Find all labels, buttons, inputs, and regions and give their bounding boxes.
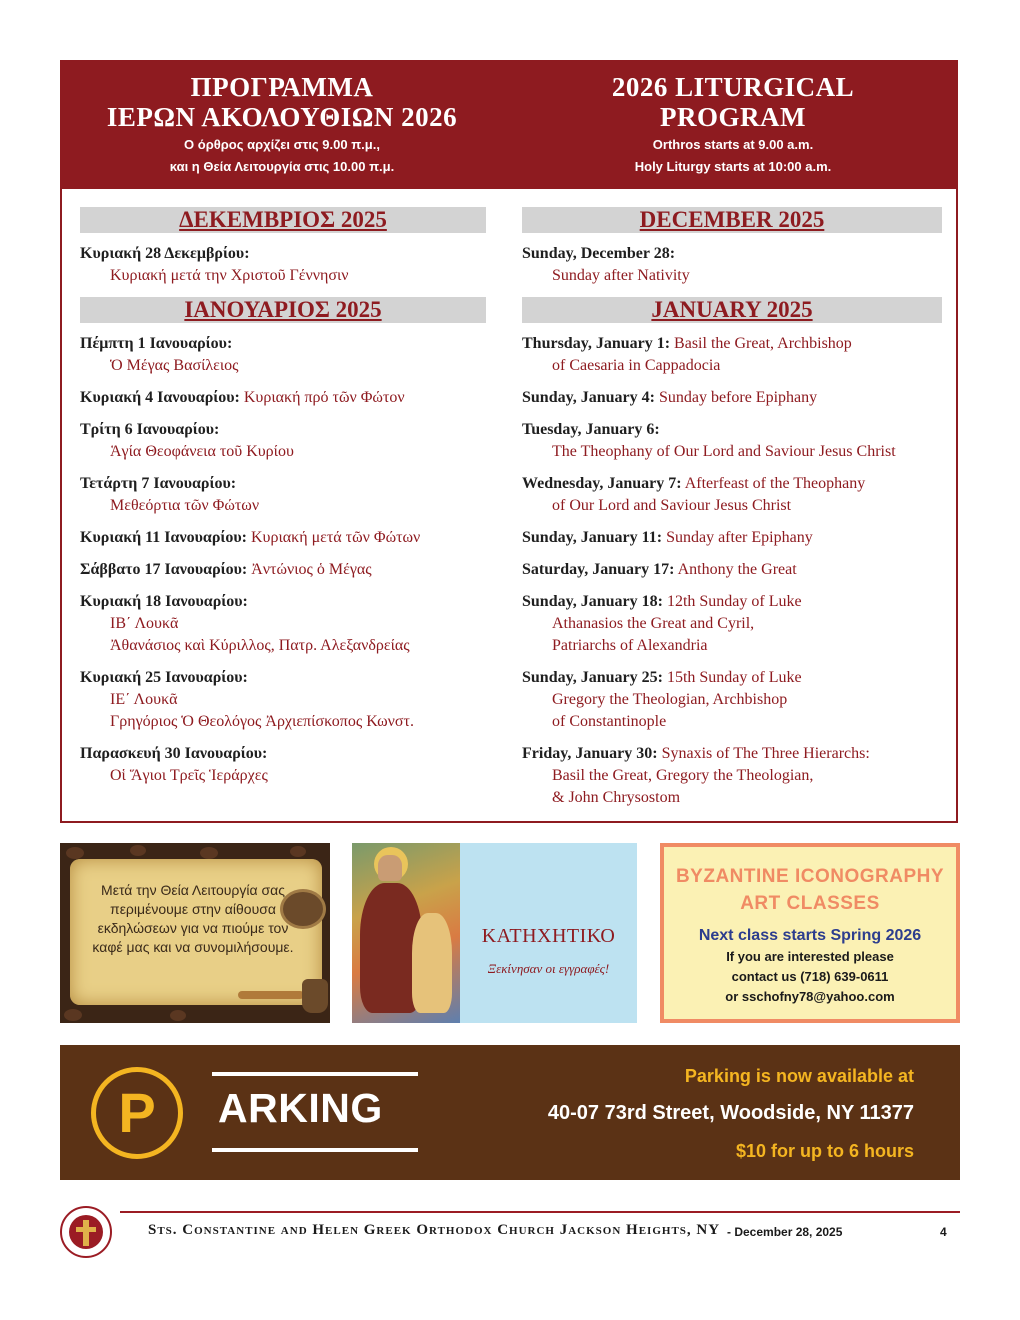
schedule-entry <box>522 473 942 517</box>
schedule-entry <box>80 743 486 787</box>
entry-feast-line: Athanasios the Great and Cyril, <box>552 615 755 632</box>
entry-feast-line: Sunday after Nativity <box>552 267 690 284</box>
entry-date: Κυριακή 25 Ιανουαρίου: <box>80 669 248 686</box>
entry-feast: 12th Sunday of Luke <box>666 593 802 610</box>
schedule-banner <box>62 62 956 189</box>
entry-feast-line: Patriarchs of Alexandria <box>552 637 708 654</box>
english-month-january: JANUARY 2025 <box>522 297 942 323</box>
schedule-entry <box>522 333 942 377</box>
coffee-pot-icon <box>302 979 328 1013</box>
greek-column <box>80 207 486 797</box>
entry-date: Τρίτη 6 Ιανουαρίου: <box>80 421 220 438</box>
liturgical-schedule <box>60 60 958 823</box>
entry-feast-line: Ὁ Μέγας Βασίλειος <box>110 357 239 374</box>
greek-january-list <box>80 333 486 787</box>
cross-icon <box>83 1220 89 1246</box>
entry-feast-line: & John Chrysostom <box>552 789 681 806</box>
parking-availability: Parking is now available at <box>684 1066 914 1086</box>
entry-feast-line: Basil the Great, Gregory the Theologian, <box>552 767 814 784</box>
entry-feast-line: ΙΕ΄ Λουκᾶ <box>110 691 178 708</box>
iconography-title-line-1: BYZANTINE ICONOGRAPHY <box>675 866 945 887</box>
entry-date: Wednesday, January 7: <box>522 475 682 492</box>
schedule-entry <box>80 387 486 409</box>
english-banner <box>508 72 958 179</box>
entry-feast-line: Οἱ Ἅγιοι Τρεῖς Ἱεράρχες <box>110 767 268 784</box>
schedule-entry <box>522 559 942 581</box>
coffee-bean-icon <box>64 1009 82 1021</box>
iconography-email: or sschofny78@yahoo.com <box>725 989 895 1004</box>
parking-banner <box>60 1045 960 1180</box>
coffee-bean-icon <box>290 846 306 857</box>
entry-feast: Κυριακή μετά τῶν Φώτων <box>250 529 421 546</box>
entry-date: Thursday, January 1: <box>522 335 671 352</box>
entry-date: Sunday, January 4: <box>522 389 655 406</box>
schedule-entry <box>522 743 942 809</box>
entry-date: Κυριακή 28 Δεκεμβρίου: <box>80 245 250 262</box>
entry-feast: Basil the Great, Archbishop <box>674 335 852 352</box>
entry-date: Tuesday, January 6: <box>522 421 660 438</box>
english-liturgy-time: Holy Liturgy starts at 10:00 a.m. <box>634 159 832 174</box>
parking-top-rule <box>212 1072 418 1076</box>
parking-bottom-rule <box>212 1148 418 1152</box>
coffee-bean-icon <box>170 1010 186 1021</box>
schedule-entry <box>522 527 942 549</box>
entry-feast-line: ΙΒ΄ Λουκᾶ <box>110 615 179 632</box>
iconography-classes-box <box>660 843 960 1023</box>
greek-december-list <box>80 243 486 287</box>
schedule-entry <box>522 387 942 409</box>
iconography-next-class: Next class starts Spring 2026 <box>698 927 922 944</box>
english-column <box>522 207 942 819</box>
parking-price: $10 for up to 6 hours <box>735 1141 914 1161</box>
schedule-entry <box>80 473 486 517</box>
entry-feast-line: of Constantinople <box>552 713 667 730</box>
parking-word: ARKING <box>218 1085 383 1131</box>
english-december-list <box>522 243 942 287</box>
cross-bar-icon <box>76 1227 96 1232</box>
english-month-december: DECEMBER 2025 <box>522 207 942 233</box>
greek-title-line-2: ΙΕΡΩΝ ΑΚΟΛΟΥΘΙΩΝ 2026 <box>106 102 458 132</box>
entry-feast: 15th Sunday of Luke <box>666 669 802 686</box>
schedule-entry <box>80 667 486 733</box>
english-title-line-1: 2026 LITURGICAL <box>611 72 855 102</box>
entry-feast-line: Γρηγόριος Ὁ Θεολόγος Ἀρχιεπίσκοπος Κωνστ. <box>110 713 414 730</box>
greek-banner <box>62 72 502 179</box>
entry-feast: Sunday before Epiphany <box>658 389 818 406</box>
coffee-pot-handle-icon <box>238 991 304 999</box>
entry-feast-line: Ἀθανάσιος καὶ Κύριλλος, Πατρ. Αλεξανδρείας <box>110 637 410 654</box>
entry-feast-line: Κυριακή μετά την Χριστοῦ Γέννησιν <box>110 267 349 284</box>
greek-orthros-time: Ο όρθρος αρχίζει στις 9.00 π.μ., <box>184 137 380 152</box>
church-seal-logo <box>60 1206 112 1258</box>
parking-p-icon: P <box>91 1067 183 1159</box>
iconography-phone: contact us (718) 639-0611 <box>731 969 889 984</box>
catechism-subtitle: Ξεκίνησαν οι εγγραφές! <box>487 961 610 976</box>
entry-feast: Synaxis of The Three Hierarchs: <box>661 745 870 762</box>
entry-feast-line: Μεθεόρτια τῶν Φώτων <box>110 497 260 514</box>
parchment-scroll <box>70 859 322 1005</box>
catechism-title: ΚΑΤΗΧΗΤΙΚΟ <box>481 925 616 947</box>
iconography-title-line-2: ART CLASSES <box>740 893 880 914</box>
entry-feast: Sunday after Epiphany <box>666 529 813 546</box>
entry-feast-line: The Theophany of Our Lord and Saviour Jesus Christ <box>552 443 896 460</box>
entry-feast: Κυριακή πρό τῶν Φώτον <box>243 389 405 406</box>
entry-date: Παρασκευή 30 Ιανουαρίου: <box>80 745 268 762</box>
schedule-entry <box>80 243 486 287</box>
entry-feast-line: of Our Lord and Saviour Jesus Christ <box>552 497 792 514</box>
entry-date: Sunday, January 25: <box>522 669 663 686</box>
greek-month-december: ΔΕΚΕΜΒΡΙΟΣ 2025 <box>80 207 486 233</box>
coffee-bean-icon <box>200 847 218 859</box>
entry-date: Κυριακή 11 Ιανουαρίου: <box>80 529 247 546</box>
greek-liturgy-time: και η Θεία Λειτουργία στις 10.00 π.μ. <box>169 159 395 174</box>
entry-feast: Afterfeast of the Theophany <box>684 475 866 492</box>
christ-with-children-icon <box>352 843 460 1023</box>
english-title-line-2: PROGRAM <box>660 102 806 132</box>
coffee-cup-icon <box>280 889 326 929</box>
page-number: 4 <box>940 1225 947 1239</box>
greek-title-line-1: ΠΡΟΓΡΑΜΜΑ <box>190 72 374 102</box>
coffee-hour-box <box>60 843 330 1023</box>
footer-church-name: Sts. Constantine and Helen Greek Orthodox Church Jackson Heights, NY <box>148 1222 721 1238</box>
coffee-hour-text: Μετά την Θεία Λειτουργία σας περιμένουμε στην αίθουσα εκδηλώσεων για να πιούμε τον καφέ μας και να συνομιλήσουμε. <box>92 882 294 955</box>
english-orthros-time: Orthros starts at 9.00 a.m. <box>652 137 814 152</box>
coffee-bean-icon <box>66 847 84 859</box>
entry-feast: Ἀντώνιος ὁ Μέγας <box>251 561 372 578</box>
coffee-bean-icon <box>130 845 146 856</box>
entry-feast-line: Ἁγία Θεοφάνεια τοῦ Κυρίου <box>110 443 294 460</box>
schedule-entry <box>80 559 486 581</box>
entry-date: Κυριακή 18 Ιανουαρίου: <box>80 593 248 610</box>
entry-date: Πέμπτη 1 Ιανουαρίου: <box>80 335 233 352</box>
schedule-entry <box>522 591 942 657</box>
entry-date: Σάββατο 17 Ιανουαρίου: <box>80 561 248 578</box>
face-icon <box>378 855 402 881</box>
parking-address: 40-07 73rd Street, Woodside, NY 11377 <box>547 1102 914 1124</box>
schedule-entry <box>80 591 486 657</box>
schedule-entry <box>522 243 942 287</box>
schedule-entry <box>80 333 486 377</box>
entry-feast-line: of Caesaria in Cappadocia <box>552 357 721 374</box>
english-january-list <box>522 333 942 809</box>
entry-date: Friday, January 30: <box>522 745 658 762</box>
children-icon <box>412 913 452 1013</box>
footer-date: - December 28, 2025 <box>727 1225 843 1239</box>
entry-date: Κυριακή 4 Ιανουαρίου: <box>80 389 240 406</box>
schedule-entry <box>80 527 486 549</box>
entry-date: Saturday, January 17: <box>522 561 675 578</box>
entry-date: Sunday, January 11: <box>522 529 663 546</box>
entry-feast: Anthony the Great <box>677 561 797 578</box>
catechism-box <box>352 843 637 1023</box>
entry-date: Sunday, December 28: <box>522 245 676 262</box>
schedule-entry <box>522 667 942 733</box>
entry-date: Τετάρτη 7 Ιανουαρίου: <box>80 475 237 492</box>
schedule-entry <box>80 419 486 463</box>
iconography-info-line-1: If you are interested please <box>726 949 894 964</box>
footer-rule <box>120 1211 960 1213</box>
schedule-entry <box>522 419 942 463</box>
entry-feast-line: Gregory the Theologian, Archbishop <box>552 691 788 708</box>
greek-month-january: ΙΑΝΟΥΑΡΙΟΣ 2025 <box>80 297 486 323</box>
entry-date: Sunday, January 18: <box>522 593 663 610</box>
